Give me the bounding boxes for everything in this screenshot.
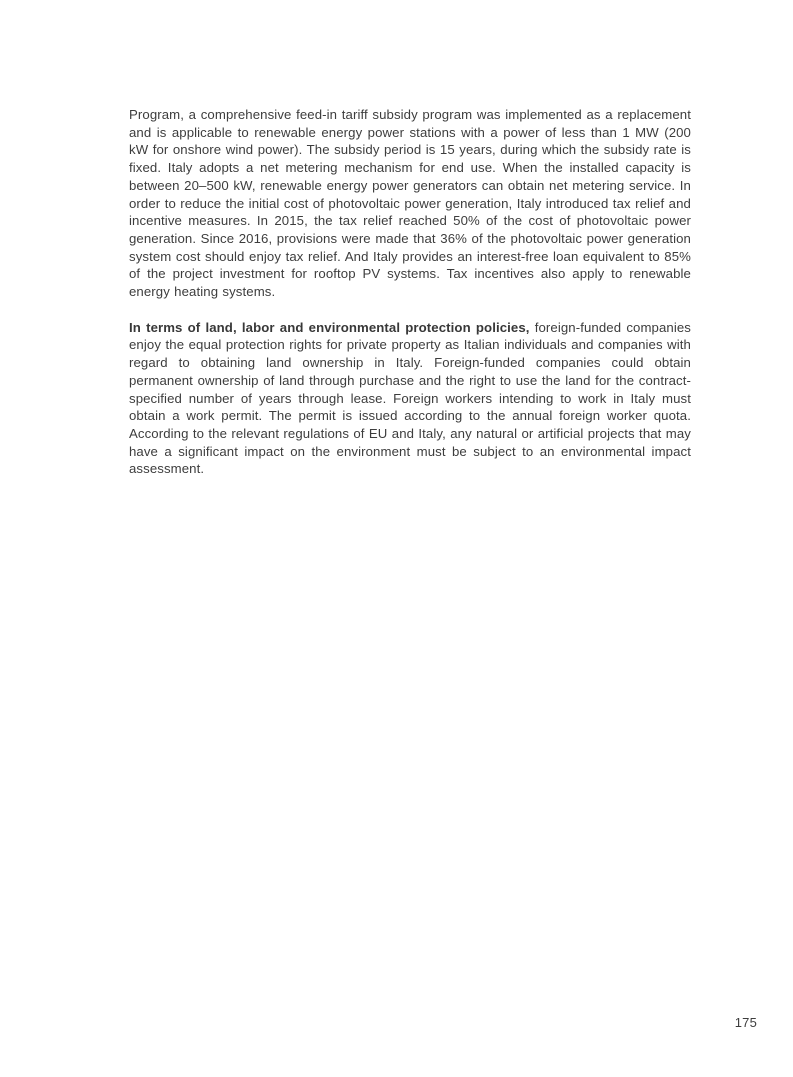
paragraph-bold-lead: In terms of land, labor and environmental protection policies, [129,319,530,335]
paragraph-body-text: foreign-funded companies enjoy the equal protection rights for private property as Italian individuals and companies with regard to obtaining land ownership in Italy. Foreign-funded companies could obtain permanent ownership of land through purchase and the right to use the land for the contract-specified number of years through lease. Foreign workers intending to work in Italy must obtain a work permit. The permit is issued according to the annual foreign worker quota. According to the relevant regulations of EU and Italy, any natural or artificial projects that may have a significant impact on the environment must be subject to an environmental impact assessment. [129,319,691,477]
body-text-block [129,106,691,496]
paragraph-subsidy-program: Program, a comprehensive feed-in tariff subsidy program was implemented as a replacement and is applicable to renewable energy power stations with a power of less than 1 MW (200 kW for onshore wind power). The subsidy period is 15 years, during which the subsidy rate is fixed. Italy adopts a net metering mechanism for end use. When the installed capacity is between 20–500 kW, renewable energy power generators can obtain net metering service. In order to reduce the initial cost of photovoltaic power generation, Italy introduced tax relief and incentive measures. In 2015, the tax relief reached 50% of the cost of photovoltaic power generation. Since 2016, provisions were made that 36% of the photovoltaic power generation system cost should enjoy tax relief. And Italy provides an interest-free loan equivalent to 85% of the project investment for rooftop PV systems. Tax incentives also apply to renewable energy heating systems. [129,107,691,300]
paragraph-land-labor-policies [129,319,691,478]
page-number: 175 [734,1015,757,1030]
